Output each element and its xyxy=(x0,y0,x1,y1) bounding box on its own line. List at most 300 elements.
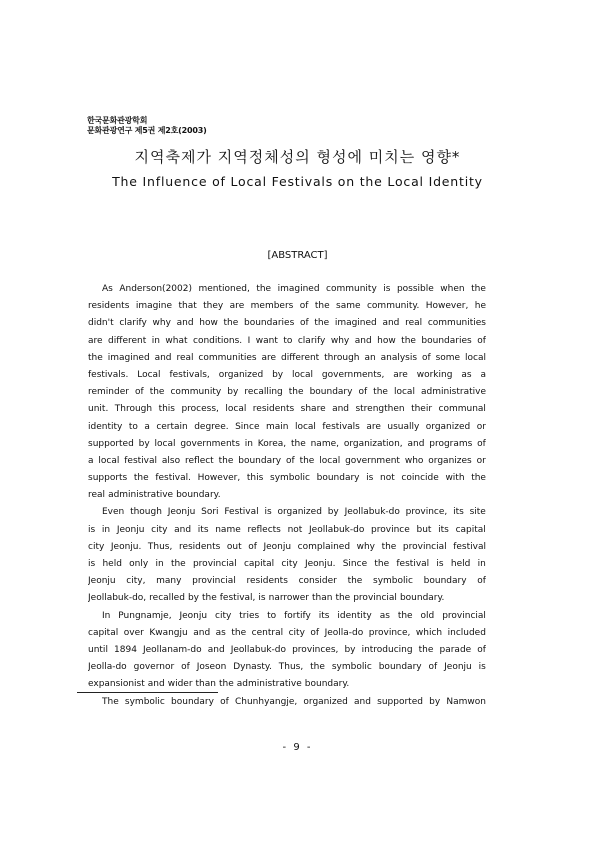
abstract-word: boundaries xyxy=(421,335,472,346)
abstract-word: boundary xyxy=(238,455,282,466)
abstract-word: As xyxy=(102,284,113,294)
abstract-word: city xyxy=(151,524,168,535)
abstract-line xyxy=(88,659,486,676)
abstract-word: Local xyxy=(137,369,161,380)
abstract-word: the xyxy=(347,576,363,587)
abstract-word: the xyxy=(335,593,351,604)
abstract-word: some xyxy=(435,352,461,363)
abstract-word: different xyxy=(108,335,147,346)
abstract-line xyxy=(88,384,486,401)
abstract-word: share xyxy=(300,404,326,415)
abstract-word: Jeolla-do xyxy=(88,662,127,673)
abstract-word: working xyxy=(416,369,453,380)
abstract-word: local xyxy=(225,404,247,415)
abstract-word: the xyxy=(471,284,486,294)
abstract-word: Jeonju xyxy=(444,662,472,673)
abstract-word: name, xyxy=(310,438,339,449)
abstract-word: degree. xyxy=(194,421,229,432)
abstract-line xyxy=(88,642,486,659)
abstract-word: Through xyxy=(114,404,153,415)
abstract-word: government xyxy=(345,455,400,466)
abstract-word: of xyxy=(421,352,431,363)
abstract-line xyxy=(88,453,486,470)
abstract-word: Jeollabuk-do, xyxy=(88,593,147,604)
abstract-word: supported xyxy=(377,696,423,707)
abstract-word: the xyxy=(471,473,486,484)
abstract-word: in xyxy=(244,438,253,449)
abstract-word: mentioned, xyxy=(198,284,250,294)
abstract-word: of xyxy=(181,662,190,673)
abstract-word: usually xyxy=(387,421,420,432)
journal-issue: 문화관광연구 제5권 제2호(2003) xyxy=(87,126,207,135)
abstract-word: the xyxy=(218,455,234,466)
footnote-divider xyxy=(77,692,218,693)
abstract-word: recalled xyxy=(149,593,185,604)
abstract-word: than xyxy=(311,593,333,604)
abstract-word: as xyxy=(215,627,226,638)
abstract-word: communities xyxy=(427,318,486,329)
abstract-word: narrower xyxy=(268,593,309,604)
abstract-word: the xyxy=(201,593,217,604)
abstract-word: boundaries xyxy=(243,318,295,329)
abstract-word: Jeollabuk-do xyxy=(230,644,287,655)
abstract-word: Jeonju xyxy=(263,541,292,552)
abstract-word: their xyxy=(411,404,433,415)
abstract-word: the xyxy=(314,301,330,312)
abstract-word: by xyxy=(272,369,284,380)
abstract-word: boundary xyxy=(316,473,360,484)
abstract-word: and xyxy=(176,318,194,329)
abstract-word: out xyxy=(226,541,242,552)
abstract-word: of xyxy=(299,301,309,312)
abstract-word: the xyxy=(288,387,304,398)
abstract-word: by xyxy=(227,387,239,398)
abstract-word: supported xyxy=(88,438,134,449)
abstract-word: over xyxy=(123,627,144,638)
abstract-word: the xyxy=(149,387,165,398)
abstract-word: local xyxy=(465,352,486,363)
abstract-body xyxy=(88,281,486,711)
abstract-line xyxy=(88,556,486,573)
abstract-word: not xyxy=(380,473,395,484)
abstract-word: communities xyxy=(198,352,257,363)
abstract-word: imagined xyxy=(334,318,377,329)
abstract-word: a xyxy=(144,421,150,432)
abstract-word: community. xyxy=(366,301,420,312)
abstract-word: capital xyxy=(455,524,486,535)
abstract-word: by xyxy=(187,593,199,604)
abstract-word: identity xyxy=(88,421,123,432)
abstract-word: boundary xyxy=(171,696,214,707)
abstract-word: and xyxy=(354,696,371,707)
abstract-word: reflect xyxy=(184,455,214,466)
abstract-word: members xyxy=(250,301,294,312)
abstract-word: Jeollanam-do xyxy=(142,644,202,655)
abstract-word: Jeonju. xyxy=(110,541,142,552)
abstract-word: supports xyxy=(88,473,128,484)
abstract-word: its xyxy=(438,524,449,535)
abstract-word: of xyxy=(477,335,486,346)
abstract-line xyxy=(88,522,486,539)
abstract-word: organizes xyxy=(428,455,472,466)
abstract-word: communal xyxy=(438,404,486,415)
abstract-word: residents xyxy=(252,404,295,415)
abstract-line xyxy=(88,590,486,607)
abstract-word: reflects xyxy=(247,524,281,535)
abstract-line xyxy=(88,298,486,315)
abstract-word: city xyxy=(215,610,232,621)
abstract-word: fortify xyxy=(284,610,311,621)
abstract-word: as xyxy=(379,610,390,621)
abstract-word: by xyxy=(429,696,441,707)
abstract-word: is xyxy=(88,559,96,569)
abstract-word: held xyxy=(102,559,122,569)
abstract-word: only xyxy=(129,559,149,569)
abstract-word: the xyxy=(170,559,186,569)
abstract-word: expansionist xyxy=(88,679,145,690)
abstract-line xyxy=(88,694,486,711)
abstract-word: city xyxy=(288,627,305,638)
abstract-word: organized xyxy=(218,369,264,380)
abstract-word: In xyxy=(102,610,111,621)
abstract-line xyxy=(88,676,486,693)
abstract-word: and xyxy=(382,318,400,329)
abstract-word: why xyxy=(356,541,376,552)
abstract-word: Jeonju xyxy=(88,576,116,587)
abstract-word: local xyxy=(292,369,314,380)
abstract-word: of xyxy=(286,455,295,466)
abstract-word: parade xyxy=(439,644,472,655)
abstract-word: is xyxy=(383,284,391,294)
abstract-word: which xyxy=(415,627,443,638)
abstract-word: governments xyxy=(180,438,240,449)
abstract-word: or xyxy=(476,455,486,466)
abstract-word: are xyxy=(88,335,103,346)
abstract-line xyxy=(88,367,486,384)
abstract-word: complained xyxy=(297,541,351,552)
abstract-word: boundary. xyxy=(399,593,445,604)
abstract-word: is xyxy=(258,593,266,604)
abstract-word: province, xyxy=(368,627,411,638)
abstract-word: wider xyxy=(167,679,193,690)
abstract-word: by xyxy=(344,644,356,655)
abstract-word: held xyxy=(450,559,471,569)
abstract-word: Since xyxy=(342,559,368,569)
abstract-word: Pungnamje, xyxy=(118,610,172,621)
abstract-word: Joseon xyxy=(196,662,227,673)
abstract-word: not xyxy=(287,524,303,535)
abstract-word: local xyxy=(154,438,176,449)
abstract-word: Jeonju xyxy=(179,610,208,621)
abstract-word: Sori xyxy=(201,507,219,518)
abstract-word: of xyxy=(477,438,486,449)
abstract-word: community xyxy=(170,387,222,398)
abstract-word: and xyxy=(147,679,165,690)
abstract-word: However, xyxy=(197,473,241,484)
abstract-word: old xyxy=(420,610,435,621)
abstract-word: festival xyxy=(124,455,158,466)
abstract-word: a xyxy=(88,455,94,466)
abstract-line xyxy=(88,436,486,453)
abstract-word: the xyxy=(223,318,239,329)
abstract-word: and xyxy=(174,524,192,535)
abstract-word: Even xyxy=(102,507,125,518)
abstract-word: organized xyxy=(277,507,322,518)
abstract-word: provinces, xyxy=(292,644,339,655)
abstract-word: local xyxy=(294,421,316,432)
abstract-word: the xyxy=(314,318,330,329)
abstract-word: of xyxy=(134,387,144,398)
abstract-word: I xyxy=(247,335,251,346)
abstract-word: to xyxy=(283,335,293,346)
abstract-word: imagined xyxy=(277,284,320,294)
abstract-word: until xyxy=(88,644,108,655)
abstract-word: organization, xyxy=(343,438,403,449)
abstract-word: identity xyxy=(337,610,372,621)
abstract-word: Jeonju xyxy=(167,507,196,518)
abstract-word: process, xyxy=(181,404,219,415)
abstract-word: reminder xyxy=(88,387,129,398)
abstract-word: capital xyxy=(243,559,275,569)
abstract-word: and xyxy=(332,404,349,415)
abstract-word: possible xyxy=(396,284,434,294)
abstract-word: symbolic xyxy=(331,662,372,673)
abstract-word: and xyxy=(154,352,172,363)
abstract-word: a xyxy=(480,369,486,380)
english-title: The Influence of Local Festivals on the Local Identity xyxy=(112,174,483,189)
abstract-word: want xyxy=(255,335,278,346)
abstract-word: also xyxy=(161,455,181,466)
abstract-word: and xyxy=(207,644,225,655)
abstract-word: many xyxy=(156,576,182,587)
abstract-word: are xyxy=(393,369,408,380)
abstract-word: provincial xyxy=(353,593,397,604)
abstract-word: clarify xyxy=(119,318,147,329)
abstract-line xyxy=(88,470,486,487)
abstract-word: with xyxy=(445,473,465,484)
abstract-word: of xyxy=(358,387,368,398)
abstract-word: analysis xyxy=(380,352,418,363)
abstract-word: of xyxy=(477,576,486,587)
abstract-word: name xyxy=(215,524,241,535)
korean-title: 지역축제가 지역정체성의 형성에 미치는 영향* xyxy=(134,148,461,166)
abstract-word: boundary. xyxy=(176,490,221,501)
abstract-word: festivals. xyxy=(88,369,129,380)
abstract-word: how xyxy=(199,318,218,329)
abstract-word: symbolic xyxy=(270,473,310,484)
abstract-word: festival, xyxy=(219,593,256,604)
abstract-word: in xyxy=(101,524,111,535)
abstract-word: is xyxy=(478,662,486,673)
abstract-word: what xyxy=(165,335,188,346)
abstract-word: Thus, xyxy=(147,541,173,552)
abstract-word: how xyxy=(377,335,396,346)
abstract-word: in xyxy=(155,559,164,569)
abstract-word: province, xyxy=(405,507,448,518)
abstract-word: Jeolla-do xyxy=(324,627,364,638)
abstract-word: Jeollabuk-do xyxy=(344,507,400,518)
abstract-word: but xyxy=(416,524,432,535)
abstract-line xyxy=(88,333,486,350)
abstract-word: of xyxy=(220,696,229,707)
abstract-word: festival xyxy=(453,541,486,552)
abstract-word: Jeonju xyxy=(116,524,145,535)
abstract-word: provincial xyxy=(442,610,486,621)
abstract-word: of xyxy=(248,541,257,552)
abstract-word: the xyxy=(310,662,325,673)
abstract-word: real xyxy=(405,318,423,329)
abstract-word: festivals xyxy=(322,421,360,432)
abstract-word: the xyxy=(88,352,103,363)
abstract-word: recalling xyxy=(244,387,283,398)
abstract-line xyxy=(88,419,486,436)
abstract-word: they xyxy=(203,301,224,312)
abstract-word: local xyxy=(319,455,341,466)
abstract-word: the xyxy=(231,627,247,638)
abstract-word: imagine xyxy=(135,301,173,312)
abstract-word: is xyxy=(436,559,444,569)
journal-society: 한국문화관광학회 xyxy=(87,116,148,125)
abstract-word: Chunhyangje, xyxy=(234,696,298,707)
abstract-word: included xyxy=(447,627,486,638)
abstract-line xyxy=(88,625,486,642)
abstract-word: by xyxy=(138,438,150,449)
abstract-word: of xyxy=(428,662,438,673)
abstract-line xyxy=(88,539,486,556)
abstract-word: conditions. xyxy=(193,335,243,346)
abstract-word: The xyxy=(102,696,119,707)
abstract-word: real xyxy=(176,352,194,363)
abstract-word: However, xyxy=(425,301,469,312)
abstract-word: clarify xyxy=(297,335,326,346)
abstract-word: Thus, xyxy=(278,662,304,673)
abstract-word: local xyxy=(98,455,120,466)
abstract-line xyxy=(88,401,486,418)
abstract-word: or xyxy=(476,421,486,432)
abstract-word: local xyxy=(393,387,415,398)
abstract-word: the xyxy=(256,284,272,294)
abstract-word: certain xyxy=(156,421,188,432)
abstract-word: boundary xyxy=(423,576,467,587)
abstract-word: Jeollabuk-do xyxy=(309,524,365,535)
abstract-word: the xyxy=(218,679,234,690)
abstract-word: Anderson(2002) xyxy=(119,284,192,294)
abstract-word: that xyxy=(178,301,197,312)
abstract-word: introducing xyxy=(361,644,413,655)
abstract-word: by xyxy=(327,507,339,518)
abstract-word: governments, xyxy=(321,369,385,380)
abstract-word: central xyxy=(251,627,284,638)
abstract-word: to xyxy=(267,610,277,621)
abstract-word: in xyxy=(477,559,486,569)
abstract-word: administrative xyxy=(420,387,486,398)
abstract-word: this xyxy=(158,404,175,415)
abstract-word: Dynasty. xyxy=(233,662,272,673)
abstract-word: city, xyxy=(126,576,146,587)
abstract-line xyxy=(88,281,486,298)
abstract-word: are xyxy=(229,301,245,312)
abstract-word: city xyxy=(281,559,298,569)
abstract-word: administrative xyxy=(108,490,174,501)
abstract-word: through xyxy=(324,352,360,363)
abstract-word: in xyxy=(151,335,160,346)
abstract-word: though xyxy=(130,507,162,518)
abstract-word: symbolic xyxy=(373,576,413,587)
abstract-word: of xyxy=(299,318,309,329)
abstract-word: festival. xyxy=(155,473,191,484)
abstract-word: to xyxy=(128,421,138,432)
abstract-word: boundary. xyxy=(304,679,350,690)
abstract-line xyxy=(88,487,486,504)
abstract-word: when xyxy=(440,284,465,294)
abstract-word: imagined xyxy=(107,352,150,363)
abstract-word: site xyxy=(469,507,486,518)
abstract-word: main xyxy=(265,421,289,432)
abstract-word: festivals, xyxy=(169,369,210,380)
abstract-word: why xyxy=(330,335,350,346)
abstract-word: the xyxy=(373,387,388,398)
journal-header xyxy=(87,116,207,136)
abstract-word: the xyxy=(397,610,413,621)
abstract-word: provincial xyxy=(192,559,237,569)
abstract-word: symbolic xyxy=(124,696,165,707)
abstract-word: residents xyxy=(88,301,130,312)
abstract-word: community xyxy=(326,284,377,294)
abstract-word: why xyxy=(152,318,171,329)
abstract-word: its xyxy=(318,610,330,621)
abstract-word: provincial xyxy=(402,541,447,552)
abstract-word: residents xyxy=(246,576,288,587)
abstract-word: the xyxy=(374,559,390,569)
abstract-word: governor xyxy=(133,662,175,673)
abstract-word: province xyxy=(371,524,410,535)
abstract-word: tries xyxy=(239,610,260,621)
abstract-word: unit. xyxy=(88,404,109,415)
abstract-word: is xyxy=(264,507,272,518)
abstract-word: of xyxy=(477,644,486,655)
abstract-word: different xyxy=(280,352,320,363)
abstract-line xyxy=(88,315,486,332)
abstract-word: didn't xyxy=(88,318,114,329)
abstract-word: and xyxy=(354,335,372,346)
abstract-word: the xyxy=(299,455,315,466)
abstract-word: of xyxy=(310,627,320,638)
abstract-word: organized xyxy=(303,696,348,707)
abstract-word: festival xyxy=(396,559,430,569)
abstract-word: as xyxy=(461,369,472,380)
abstract-word: he xyxy=(474,301,486,312)
abstract-word: and xyxy=(407,438,425,449)
abstract-heading: [ABSTRACT] xyxy=(267,250,328,261)
abstract-word: residents xyxy=(178,541,221,552)
abstract-word: capital xyxy=(88,627,119,638)
abstract-word: the xyxy=(290,438,306,449)
abstract-word: real xyxy=(88,490,106,501)
abstract-word: an xyxy=(364,352,376,363)
abstract-line xyxy=(88,573,486,590)
abstract-word: consider xyxy=(298,576,337,587)
abstract-word: Festival xyxy=(224,507,259,518)
abstract-word: administrative xyxy=(236,679,302,690)
abstract-word: city xyxy=(88,541,105,552)
abstract-word: coincide xyxy=(401,473,439,484)
abstract-word: are xyxy=(261,352,277,363)
abstract-word: programs xyxy=(429,438,473,449)
abstract-line xyxy=(88,350,486,367)
abstract-word: boundary xyxy=(309,387,353,398)
abstract-line xyxy=(88,504,486,521)
abstract-word: are xyxy=(366,421,381,432)
